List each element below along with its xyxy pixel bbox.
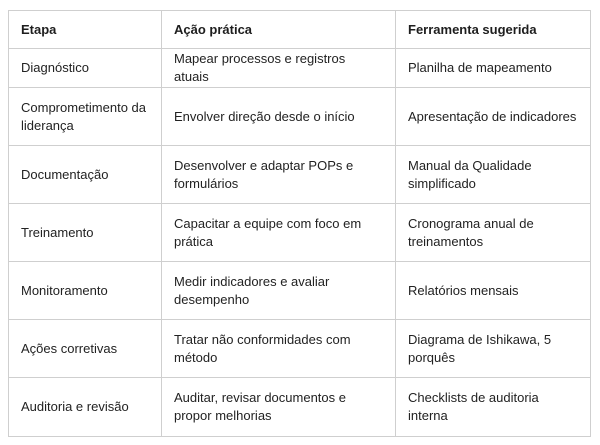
header-acao-pratica: Ação prática bbox=[162, 11, 396, 49]
table-row bbox=[9, 88, 591, 146]
cell-ferramenta: Diagrama de Ishikawa, 5 porquês bbox=[396, 320, 591, 378]
table-row bbox=[9, 262, 591, 320]
cell-acao: Envolver direção desde o início bbox=[162, 88, 396, 146]
cell-ferramenta: Relatórios mensais bbox=[396, 262, 591, 320]
cell-etapa: Documentação bbox=[9, 146, 162, 204]
header-etapa: Etapa bbox=[9, 11, 162, 49]
cell-etapa: Treinamento bbox=[9, 204, 162, 262]
cell-ferramenta: Apresentação de indicadores bbox=[396, 88, 591, 146]
cell-etapa: Ações corretivas bbox=[9, 320, 162, 378]
header-ferramenta-sugerida: Ferramenta sugerida bbox=[396, 11, 591, 49]
cell-ferramenta: Cronograma anual de treinamentos bbox=[396, 204, 591, 262]
cell-acao: Tratar não conformidades com método bbox=[162, 320, 396, 378]
cell-acao: Auditar, revisar documentos e propor melhorias bbox=[162, 378, 396, 437]
cell-etapa: Auditoria e revisão bbox=[9, 378, 162, 437]
table-row bbox=[9, 320, 591, 378]
table-row bbox=[9, 49, 591, 88]
cell-ferramenta: Planilha de mapeamento bbox=[396, 49, 591, 88]
cell-etapa: Comprometimento da liderança bbox=[9, 88, 162, 146]
cell-acao: Desenvolver e adaptar POPs e formulários bbox=[162, 146, 396, 204]
cell-acao: Medir indicadores e avaliar desempenho bbox=[162, 262, 396, 320]
cell-etapa: Diagnóstico bbox=[9, 49, 162, 88]
table-row bbox=[9, 204, 591, 262]
table-row bbox=[9, 378, 591, 437]
cell-acao: Mapear processos e registros atuais bbox=[162, 49, 396, 88]
action-table bbox=[8, 10, 591, 437]
table-row bbox=[9, 146, 591, 204]
cell-ferramenta: Manual da Qualidade simplificado bbox=[396, 146, 591, 204]
table-container bbox=[8, 10, 591, 437]
cell-ferramenta: Checklists de auditoria interna bbox=[396, 378, 591, 437]
table-header-row bbox=[9, 11, 591, 49]
cell-acao: Capacitar a equipe com foco em prática bbox=[162, 204, 396, 262]
cell-etapa: Monitoramento bbox=[9, 262, 162, 320]
